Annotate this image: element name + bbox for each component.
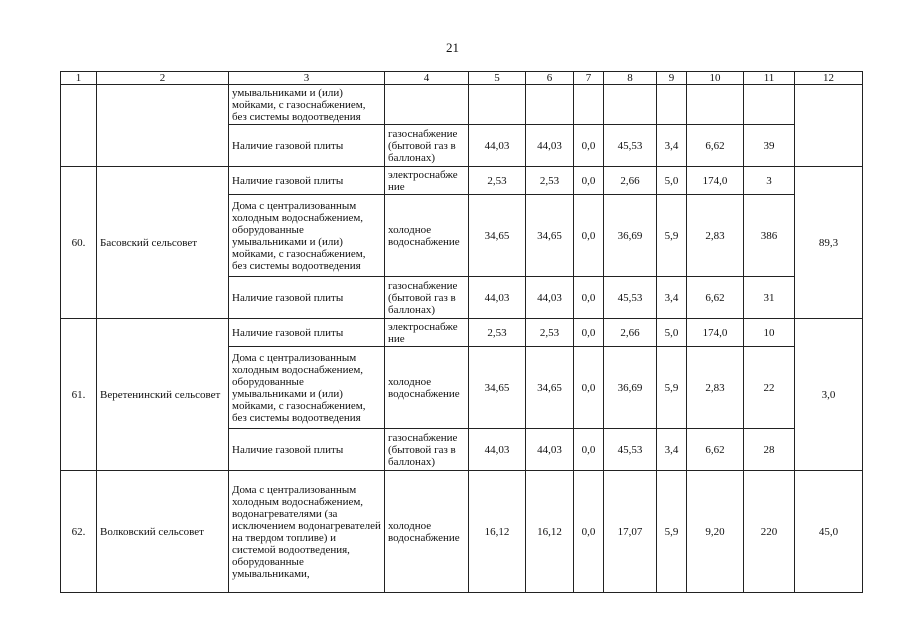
header-cell: 4 bbox=[385, 72, 469, 85]
value-cell: 3,4 bbox=[657, 429, 687, 471]
value-cell: 36,69 bbox=[604, 195, 657, 277]
header-cell: 1 bbox=[61, 72, 97, 85]
description-cell: Дома с централизованным холодным водоснабжением, водонагревателями (за исключением водонагревателей на твердом топливе) и системой водоотведения, оборудованные умывальниками, bbox=[229, 471, 385, 593]
description-cell: Наличие газовой плиты bbox=[229, 319, 385, 347]
value-cell: 2,53 bbox=[526, 319, 574, 347]
value-cell: 0,0 bbox=[574, 125, 604, 167]
value-cell: 34,65 bbox=[469, 195, 526, 277]
value-cell: 0,0 bbox=[574, 195, 604, 277]
value-cell: 44,03 bbox=[526, 277, 574, 319]
total-cell: 45,0 bbox=[795, 471, 863, 593]
value-cell: 174,0 bbox=[687, 319, 744, 347]
value-cell: 39 bbox=[744, 125, 795, 167]
header-cell: 3 bbox=[229, 72, 385, 85]
value-cell: 5,0 bbox=[657, 167, 687, 195]
header-cell: 2 bbox=[97, 72, 229, 85]
service-cell: холодное водоснабжение bbox=[385, 195, 469, 277]
value-cell: 6,62 bbox=[687, 429, 744, 471]
value-cell: 0,0 bbox=[574, 319, 604, 347]
description-cell: умывальниками и (или) мойками, с газоснабжением, без системы водоотведения bbox=[229, 85, 385, 125]
value-cell: 31 bbox=[744, 277, 795, 319]
value-cell: 45,53 bbox=[604, 277, 657, 319]
header-cell: 12 bbox=[795, 72, 863, 85]
value-cell: 16,12 bbox=[469, 471, 526, 593]
table-row bbox=[61, 167, 863, 195]
value-cell: 44,03 bbox=[469, 125, 526, 167]
value-cell: 0,0 bbox=[574, 277, 604, 319]
value-cell: 2,83 bbox=[687, 347, 744, 429]
value-cell: 44,03 bbox=[526, 125, 574, 167]
description-cell: Наличие газовой плиты bbox=[229, 429, 385, 471]
value-cell: 3 bbox=[744, 167, 795, 195]
tariff-table bbox=[60, 71, 863, 593]
value-cell: 0,0 bbox=[574, 347, 604, 429]
value-cell: 44,03 bbox=[469, 277, 526, 319]
value-cell: 220 bbox=[744, 471, 795, 593]
settlement-name: Басовский сельсовет bbox=[97, 167, 229, 319]
value-cell: 5,0 bbox=[657, 319, 687, 347]
service-cell: холодное водоснабжение bbox=[385, 347, 469, 429]
header-row bbox=[61, 72, 863, 85]
settlement-name: Веретенинский сельсовет bbox=[97, 319, 229, 471]
description-cell: Наличие газовой плиты bbox=[229, 167, 385, 195]
header-cell: 7 bbox=[574, 72, 604, 85]
table-row bbox=[61, 471, 863, 593]
value-cell: 2,83 bbox=[687, 195, 744, 277]
service-cell: газоснабжение (бытовой газ в баллонах) bbox=[385, 125, 469, 167]
value-cell: 386 bbox=[744, 195, 795, 277]
table-row bbox=[61, 85, 863, 125]
value-cell: 5,9 bbox=[657, 471, 687, 593]
description-cell: Дома с централизованным холодным водоснабжением, оборудованные умывальниками и (или) мойками, с газоснабжением, без системы водоотведения bbox=[229, 347, 385, 429]
value-cell: 16,12 bbox=[526, 471, 574, 593]
header-cell: 6 bbox=[526, 72, 574, 85]
description-cell: Дома с централизованным холодным водоснабжением, оборудованные умывальниками и (или) мойками, с газоснабжением, без системы водоотведения bbox=[229, 195, 385, 277]
row-number: 62. bbox=[61, 471, 97, 593]
row-number: 61. bbox=[61, 319, 97, 471]
value-cell: 3,4 bbox=[657, 277, 687, 319]
value-cell: 34,65 bbox=[526, 195, 574, 277]
value-cell: 44,03 bbox=[526, 429, 574, 471]
value-cell: 2,66 bbox=[604, 319, 657, 347]
value-cell: 34,65 bbox=[526, 347, 574, 429]
service-cell: электроснабже ние bbox=[385, 319, 469, 347]
header-cell: 5 bbox=[469, 72, 526, 85]
service-cell: электроснабже ние bbox=[385, 167, 469, 195]
table-row bbox=[61, 319, 863, 347]
value-cell: 45,53 bbox=[604, 429, 657, 471]
value-cell: 5,9 bbox=[657, 195, 687, 277]
value-cell: 0,0 bbox=[574, 429, 604, 471]
total-cell: 89,3 bbox=[795, 167, 863, 319]
value-cell: 2,53 bbox=[469, 319, 526, 347]
service-cell: газоснабжение (бытовой газ в баллонах) bbox=[385, 429, 469, 471]
header-cell: 10 bbox=[687, 72, 744, 85]
header-cell: 9 bbox=[657, 72, 687, 85]
settlement-name: Волковский сельсовет bbox=[97, 471, 229, 593]
value-cell: 10 bbox=[744, 319, 795, 347]
value-cell: 45,53 bbox=[604, 125, 657, 167]
description-cell: Наличие газовой плиты bbox=[229, 125, 385, 167]
value-cell: 6,62 bbox=[687, 277, 744, 319]
value-cell: 17,07 bbox=[604, 471, 657, 593]
header-cell: 8 bbox=[604, 72, 657, 85]
value-cell: 5,9 bbox=[657, 347, 687, 429]
page-number: 21 bbox=[446, 40, 459, 55]
value-cell: 2,53 bbox=[526, 167, 574, 195]
value-cell: 2,53 bbox=[469, 167, 526, 195]
value-cell: 44,03 bbox=[469, 429, 526, 471]
value-cell: 0,0 bbox=[574, 167, 604, 195]
description-cell: Наличие газовой плиты bbox=[229, 277, 385, 319]
value-cell: 174,0 bbox=[687, 167, 744, 195]
value-cell: 2,66 bbox=[604, 167, 657, 195]
value-cell: 22 bbox=[744, 347, 795, 429]
value-cell: 34,65 bbox=[469, 347, 526, 429]
value-cell: 36,69 bbox=[604, 347, 657, 429]
value-cell: 0,0 bbox=[574, 471, 604, 593]
service-cell: газоснабжение (бытовой газ в баллонах) bbox=[385, 277, 469, 319]
service-cell: холодное водоснабжение bbox=[385, 471, 469, 593]
value-cell: 3,4 bbox=[657, 125, 687, 167]
value-cell: 6,62 bbox=[687, 125, 744, 167]
total-cell: 3,0 bbox=[795, 319, 863, 471]
value-cell: 9,20 bbox=[687, 471, 744, 593]
row-number: 60. bbox=[61, 167, 97, 319]
header-cell: 11 bbox=[744, 72, 795, 85]
value-cell: 28 bbox=[744, 429, 795, 471]
